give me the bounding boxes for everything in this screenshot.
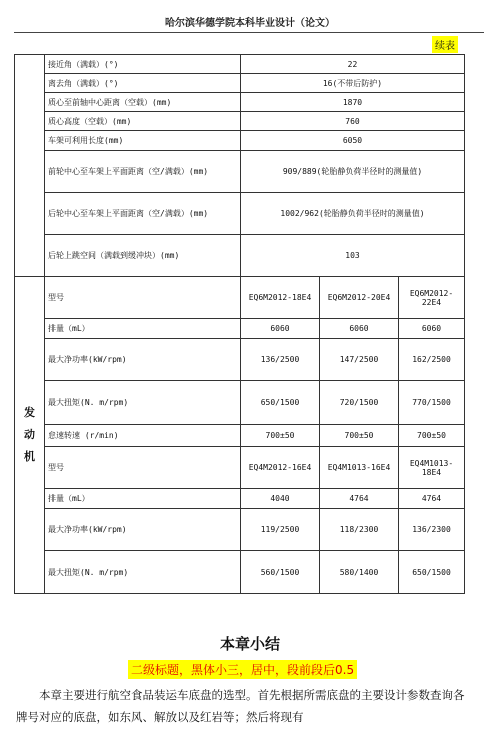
table-row [15, 193, 465, 235]
table-row [15, 74, 465, 93]
param-label: 离去角（满载）(°) [45, 74, 241, 93]
param-label: 排量（mL） [45, 319, 241, 339]
param-value: 720/1500 [320, 381, 399, 425]
param-value: 136/2300 [399, 509, 465, 551]
table-row [15, 425, 465, 447]
param-label: 最大扭矩(N. m/rpm) [45, 551, 241, 594]
param-label: 质心高度（空载）(mm) [45, 112, 241, 131]
engine-label-char: 动 [24, 428, 35, 441]
param-value: EQ4M1013-16E4 [320, 447, 399, 489]
param-value: 700±50 [241, 425, 320, 447]
param-label: 怠速转速 (r/min) [45, 425, 241, 447]
param-value: 700±50 [399, 425, 465, 447]
table-row [15, 489, 465, 509]
param-label: 型号 [45, 277, 241, 319]
param-label: 排量（mL） [45, 489, 241, 509]
param-label: 最大净功率(kW/rpm) [45, 339, 241, 381]
param-value: 103 [241, 235, 465, 277]
param-value: EQ6M2012-20E4 [320, 277, 399, 319]
param-label: 质心至前轴中心距离（空载）(mm) [45, 93, 241, 112]
param-value: 909/889(轮胎静负荷半径时的测量值) [241, 151, 465, 193]
continued-table-tag: 续表 [432, 36, 458, 53]
param-value: 1002/962(轮胎静负荷半径时的测量值) [241, 193, 465, 235]
engine-label-char: 发 [24, 406, 35, 419]
param-value: 4764 [320, 489, 399, 509]
param-value: 118/2300 [320, 509, 399, 551]
engine-group-cell [15, 277, 45, 594]
param-value: 6060 [241, 319, 320, 339]
param-value: 147/2500 [320, 339, 399, 381]
param-value: 560/1500 [241, 551, 320, 594]
param-value: 162/2500 [399, 339, 465, 381]
param-label: 后轮中心至车架上平面距离（空/满载）(mm) [45, 193, 241, 235]
param-value: 700±50 [320, 425, 399, 447]
param-label: 型号 [45, 447, 241, 489]
param-label: 接近角（满载）(°) [45, 55, 241, 74]
table-row [15, 447, 465, 489]
param-value: 580/1400 [320, 551, 399, 594]
param-value: 16(不带后防护) [241, 74, 465, 93]
param-value: 136/2500 [241, 339, 320, 381]
param-value: 6060 [399, 319, 465, 339]
table-row [15, 319, 465, 339]
page-header: 哈尔滨华德学院本科毕业设计（论文） [165, 18, 335, 29]
chassis-spec-table [14, 54, 465, 594]
param-value: 760 [241, 112, 465, 131]
param-value: 650/1500 [241, 381, 320, 425]
format-note: 二级标题，黑体小三，居中，段前段后0.5 [128, 660, 357, 679]
param-value: EQ6M2012-18E4 [241, 277, 320, 319]
table-row [15, 277, 465, 319]
engine-group-label [18, 402, 41, 468]
param-value: 650/1500 [399, 551, 465, 594]
table-row [15, 551, 465, 594]
table-row [15, 381, 465, 425]
header-divider [14, 32, 484, 33]
table-row [15, 55, 465, 74]
param-label: 前轮中心至车架上平面距离（空/满载）(mm) [45, 151, 241, 193]
table-row [15, 235, 465, 277]
param-label: 最大扭矩(N. m/rpm) [45, 381, 241, 425]
param-value: 119/2500 [241, 509, 320, 551]
param-value: 1870 [241, 93, 465, 112]
param-value: 22 [241, 55, 465, 74]
param-value: EQ6M2012-22E4 [399, 277, 465, 319]
table-row [15, 151, 465, 193]
table-row [15, 131, 465, 151]
param-label: 车架可利用长度(mm) [45, 131, 241, 151]
chapter-summary-title: 本章小结 [219, 635, 280, 653]
chassis-group-cell [15, 55, 45, 277]
param-value: EQ4M2012-16E4 [241, 447, 320, 489]
param-value: 4040 [241, 489, 320, 509]
summary-paragraph: 本章主要进行航空食品装运车底盘的选型。首先根据所需底盘的主要设计参数查询各牌号对应的底盘，如东风、解放以及红岩等；然后将现有 [16, 688, 465, 724]
engine-label-char: 机 [24, 450, 35, 463]
param-label: 最大净功率(kW/rpm) [45, 509, 241, 551]
table-row [15, 509, 465, 551]
param-value: 6060 [320, 319, 399, 339]
param-value: EQ4M1013-18E4 [399, 447, 465, 489]
param-label: 后轮上跳空间（满载到缓冲块）(mm) [45, 235, 241, 277]
param-value: 770/1500 [399, 381, 465, 425]
table-row [15, 339, 465, 381]
table-row [15, 112, 465, 131]
param-value: 6050 [241, 131, 465, 151]
param-value: 4764 [399, 489, 465, 509]
table-row [15, 93, 465, 112]
